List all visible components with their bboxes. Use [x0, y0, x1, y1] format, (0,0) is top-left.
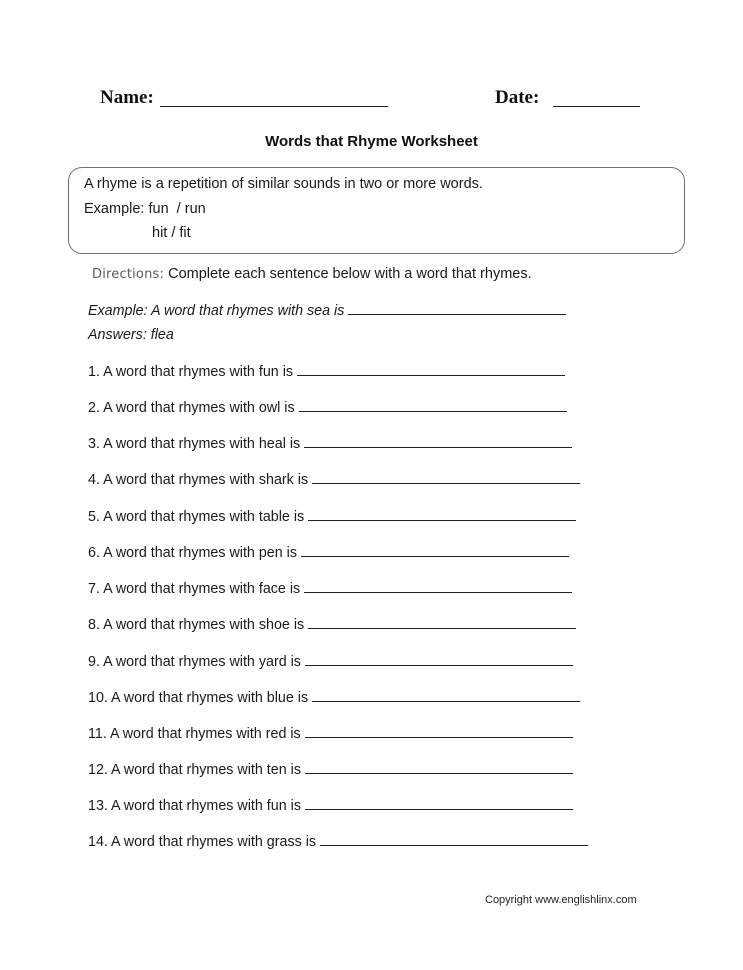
question-item: [88, 798, 573, 814]
question-text: 11. A word that rhymes with red is: [88, 726, 301, 742]
directions-label: Directions:: [92, 267, 165, 282]
worksheet-title: Words that Rhyme Worksheet: [265, 133, 478, 150]
question-item: [88, 617, 576, 633]
question-item: [88, 545, 569, 561]
question-item: [88, 654, 573, 670]
answer-blank[interactable]: [308, 509, 576, 521]
date-label: Date:: [495, 87, 540, 108]
question-item: [88, 581, 572, 597]
question-item: [88, 472, 580, 488]
question-item: [88, 436, 572, 452]
answer-blank[interactable]: [301, 545, 569, 557]
answer-blank[interactable]: [312, 690, 580, 702]
question-item: [88, 834, 588, 850]
question-text: 10. A word that rhymes with blue is: [88, 690, 309, 706]
answer-blank[interactable]: [304, 581, 572, 593]
question-item: [88, 364, 565, 380]
question-text: 7. A word that rhymes with face is: [88, 581, 301, 597]
question-text: 2. A word that rhymes with owl is: [88, 400, 295, 416]
definition-text: A rhyme is a repetition of similar sounds in two or more words.: [84, 176, 483, 192]
answer-blank[interactable]: [320, 834, 588, 846]
answer-blank[interactable]: [305, 762, 573, 774]
answer-blank[interactable]: [304, 436, 572, 448]
question-text: 1. A word that rhymes with fun is: [88, 364, 294, 380]
name-label: Name:: [100, 87, 154, 108]
answer-blank[interactable]: [308, 617, 576, 629]
question-text: 3. A word that rhymes with heal is: [88, 436, 301, 452]
answer-blank[interactable]: [305, 654, 573, 666]
name-field[interactable]: [160, 106, 388, 107]
question-text: 14. A word that rhymes with grass is: [88, 834, 317, 850]
directions: [92, 266, 532, 282]
example-prompt: [88, 303, 566, 319]
example-answer-blank: [348, 303, 566, 315]
answer-blank[interactable]: [299, 400, 567, 412]
example-answer: Answers: flea: [88, 327, 174, 343]
header-row: [100, 87, 660, 111]
answer-blank[interactable]: [305, 726, 573, 738]
answer-blank[interactable]: [297, 364, 565, 376]
question-text: 6. A word that rhymes with pen is: [88, 545, 297, 561]
directions-text: Complete each sentence below with a word that rhymes.: [164, 266, 532, 282]
answer-blank[interactable]: [312, 472, 580, 484]
definition-box: [68, 167, 685, 254]
definition-example-1: Example: fun / run: [84, 201, 206, 217]
question-item: [88, 726, 573, 742]
example-text: Example: A word that rhymes with sea is: [88, 303, 345, 319]
question-text: 9. A word that rhymes with yard is: [88, 654, 301, 670]
answer-blank[interactable]: [305, 798, 573, 810]
question-item: [88, 690, 580, 706]
question-text: 13. A word that rhymes with fun is: [88, 798, 301, 814]
date-field[interactable]: [553, 106, 640, 107]
question-text: 8. A word that rhymes with shoe is: [88, 617, 305, 633]
definition-example-2: hit / fit: [152, 225, 191, 241]
question-item: [88, 509, 576, 525]
question-text: 12. A word that rhymes with ten is: [88, 762, 301, 778]
copyright-notice: Copyright www.englishlinx.com: [485, 894, 637, 906]
question-text: 4. A word that rhymes with shark is: [88, 472, 309, 488]
question-text: 5. A word that rhymes with table is: [88, 509, 305, 525]
question-item: [88, 762, 573, 778]
question-item: [88, 400, 567, 416]
